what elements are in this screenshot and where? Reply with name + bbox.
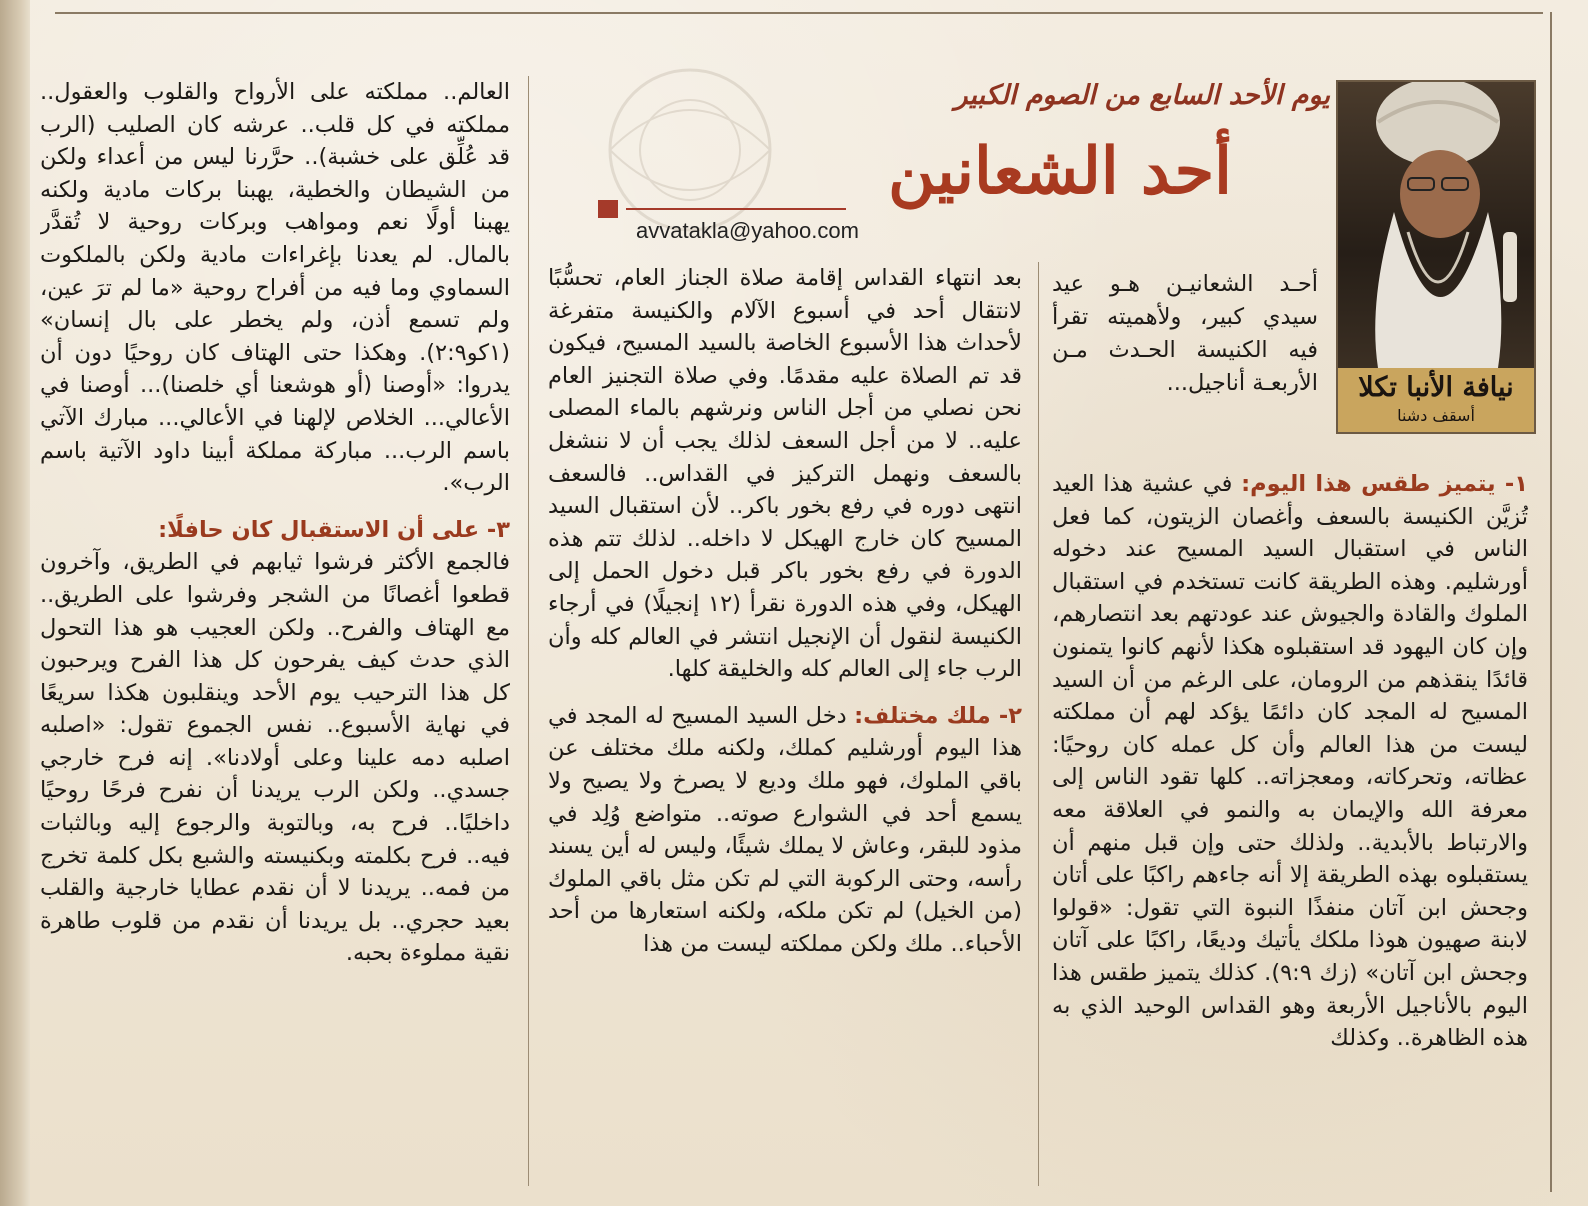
title-square-marker xyxy=(598,200,618,218)
section-3-body: فالجمع الأكثر فرشوا ثيابهم في الطريق، وآخرون قطعوا أغصانًا من الشجر وفرشوا على الطريق.. مع الهتاف والفرح.. ولكن العجيب هو هذا التحول الذي حدث كيف يفرحون كل هذا الفرح ويرحبون كل هذا الترحيب يوم الأحد وينقلبون هكذا سريعًا في نهاية الأسبوع.. نفس الجموع تقول: «اصلبه اصلبه دمه علينا وعلى أولادنا». إنه فرح خارجي جسدي.. ولكن الرب يريدنا أن نفرح فرحًا روحيًا داخليًا.. فرح به، وبالتوبة والرجوع إليه وبالثبات فيه.. فرح بكلمته وبكنيسته والشبع بكل كلمة تخرج من فمه.. يريدنا لا أن نقدم عطايا خارجية والقلب بعيد حجري.. بل يريدنا أن نقدم من قلوب طاهرة نقية مملوءة بحبه. xyxy=(40,549,510,967)
author-title: أسقف دشنا xyxy=(1397,406,1475,425)
binding-strip xyxy=(0,0,30,1206)
section-1 xyxy=(1052,468,1528,1055)
article-title: أحد الشعانين xyxy=(888,134,1232,209)
section-2 xyxy=(548,700,1022,961)
author-name: نيافة الأنبا تكلا xyxy=(1358,372,1514,403)
section-2-heading: ٢- ملك مختلف: xyxy=(854,702,1022,729)
bishop-portrait-icon xyxy=(1338,82,1534,368)
column-divider-left xyxy=(528,76,529,1186)
article-subtitle: يوم الأحد السابع من الصوم الكبير xyxy=(954,80,1330,111)
author-email: avvatakla@yahoo.com xyxy=(636,218,859,243)
author-photo xyxy=(1336,80,1536,434)
column-left xyxy=(40,76,510,1186)
column-middle xyxy=(548,262,1022,1186)
title-underline xyxy=(626,208,846,210)
left-paragraph: العالم.. مملكته على الأرواح والقلوب والعقول.. مملكته في كل قلب.. عرشه كان الصليب (الرب قد عُلِّق على خشبة).. حرَّرنا ليس من أعداء ولكن من الشيطان والخطية، يهبنا بركات مادية ولكنه يهبنا أولًا نعم ومواهب وبركات روحية لا تُقدَّر بالمال. لم يعدنا بإغراءات مادية ولكن بالملكوت السماوي وما فيه من أفراح روحية «ما لم ترَ عين، ولم تسمع أذن، ولم يخطر على بال إنسان» (١كو٢:٩). وهكذا حتى الهتاف كان روحيًا دون أن يدروا: «أوصنا (أو هوشعنا أي خلصنا)... أوصنا في الأعالي... الخلاص لإلهنا في الأعالي... مبارك الآتي باسم الرب... مباركة مملكة أبينا داود الآتية باسم الرب». xyxy=(40,79,510,497)
column-divider-right xyxy=(1038,262,1039,1186)
section-1-heading: ١- يتميز طقس هذا اليوم: xyxy=(1241,471,1528,497)
intro-paragraph: أحـد الشعانيـن هـو عيد سيدي كبير، ولأهميته تقرأ فيه الكنيسة الحـدث مـن الأربعـة أناجيل... xyxy=(1052,271,1318,396)
column-right xyxy=(1052,468,1528,1186)
top-frame-line xyxy=(55,12,1543,14)
section-2-body: دخل السيد المسيح له المجد في هذا اليوم أورشليم كملك، ولكنه ملك مختلف عن باقي الملوك، فهو ملك وديع لا يصرخ ولا يصيح ولا يسمع أحد في الشوارع صوته.. متواضع وُلِد في مذود للبقر، وعاش لا يملك شيئًا، وليس له أين يسند رأسه، وحتى الركوبة التي لم تكن مثل باقي الملوك (من الخيل) لم تكن ملكه، ولكنه استعارها من أحد الأحباء.. ملك ولكن مملكته ليست من هذا xyxy=(548,702,1022,957)
section-1-body: في عشية هذا العيد تُزيَّن الكنيسة بالسعف وأغصان الزيتون، كما فعل الناس في استقبال السيد المسيح عند دخوله أورشليم. وهذه الطريقة كانت تستخدم في استقبال الملوك والقادة والجيوش عند عودتهم بعد انتصارهم، وإن كان اليهود قد استقبلوه هكذا لأنهم كانوا يتمنون قائدًا ينقذهم من الرومان، على الرغم من أن السيد المسيح له المجد كان دائمًا يؤكد لهم أن مملكته ليست من هذا العالم وأن كل عمله كان روحيًا: عظاته، وتحركاته، ومعجزاته.. كلها تقود الناس إلى معرفة الله والإيمان به والنمو في العلاقة معه والارتباط بالأبدية.. ولذلك حتى وإن قبل منهم أن يستقبلوه بهذه الطريقة إلا أنه جاءهم راكبًا على أتان وجحش ابن آتان منفذًا النبوة التي تقول: «قولوا لابنة صهيون هوذا ملكك يأتيك وديعًا، راكبًا على آتان وجحش ابن آتان» (زك ٩:٩). كذلك يتميز طقس هذا اليوم بالأناجيل الأربعة وهو القداس الوحيد الذي به هذه الظاهرة.. وكذلك xyxy=(1052,471,1528,1052)
middle-paragraph: بعد انتهاء القداس إقامة صلاة الجناز العام، تحسُّبًا لانتقال أحد في أسبوع الآلام والكنيسة متفرغة لأحداث هذا الأسبوع الخاصة بالسيد المسيح، فيكون قد تم الصلاة عليه مقدمًا. وفي صلاة التجنيز العام نحن نصلي من أجل الناس ونرشهم بالماء المصلى عليه.. لا من أجل السعف لذلك يجب أن لا ننشغل بالسعف ونهمل التركيز في القداس.. فالسعف انتهى دوره في رفع بخور باكر.. لأن استقبال السيد المسيح كان خارج الهيكل لا داخله.. لذلك تتم هذه الدورة في رفع بخور باكر قبل دخول الحمل إلى الهيكل، وفي هذه الدورة نقرأ (١٢ إنجيلًا) في أرجاء الكنيسة لنقول أن الإنجيل انتشر في العالم كله وأن الرب جاء إلى العالم كله والخليقة كلها. xyxy=(548,265,1022,683)
section-3-heading: ٣- على أن الاستقبال كان حافلًا: xyxy=(158,516,510,543)
right-frame-line xyxy=(1550,12,1552,1192)
